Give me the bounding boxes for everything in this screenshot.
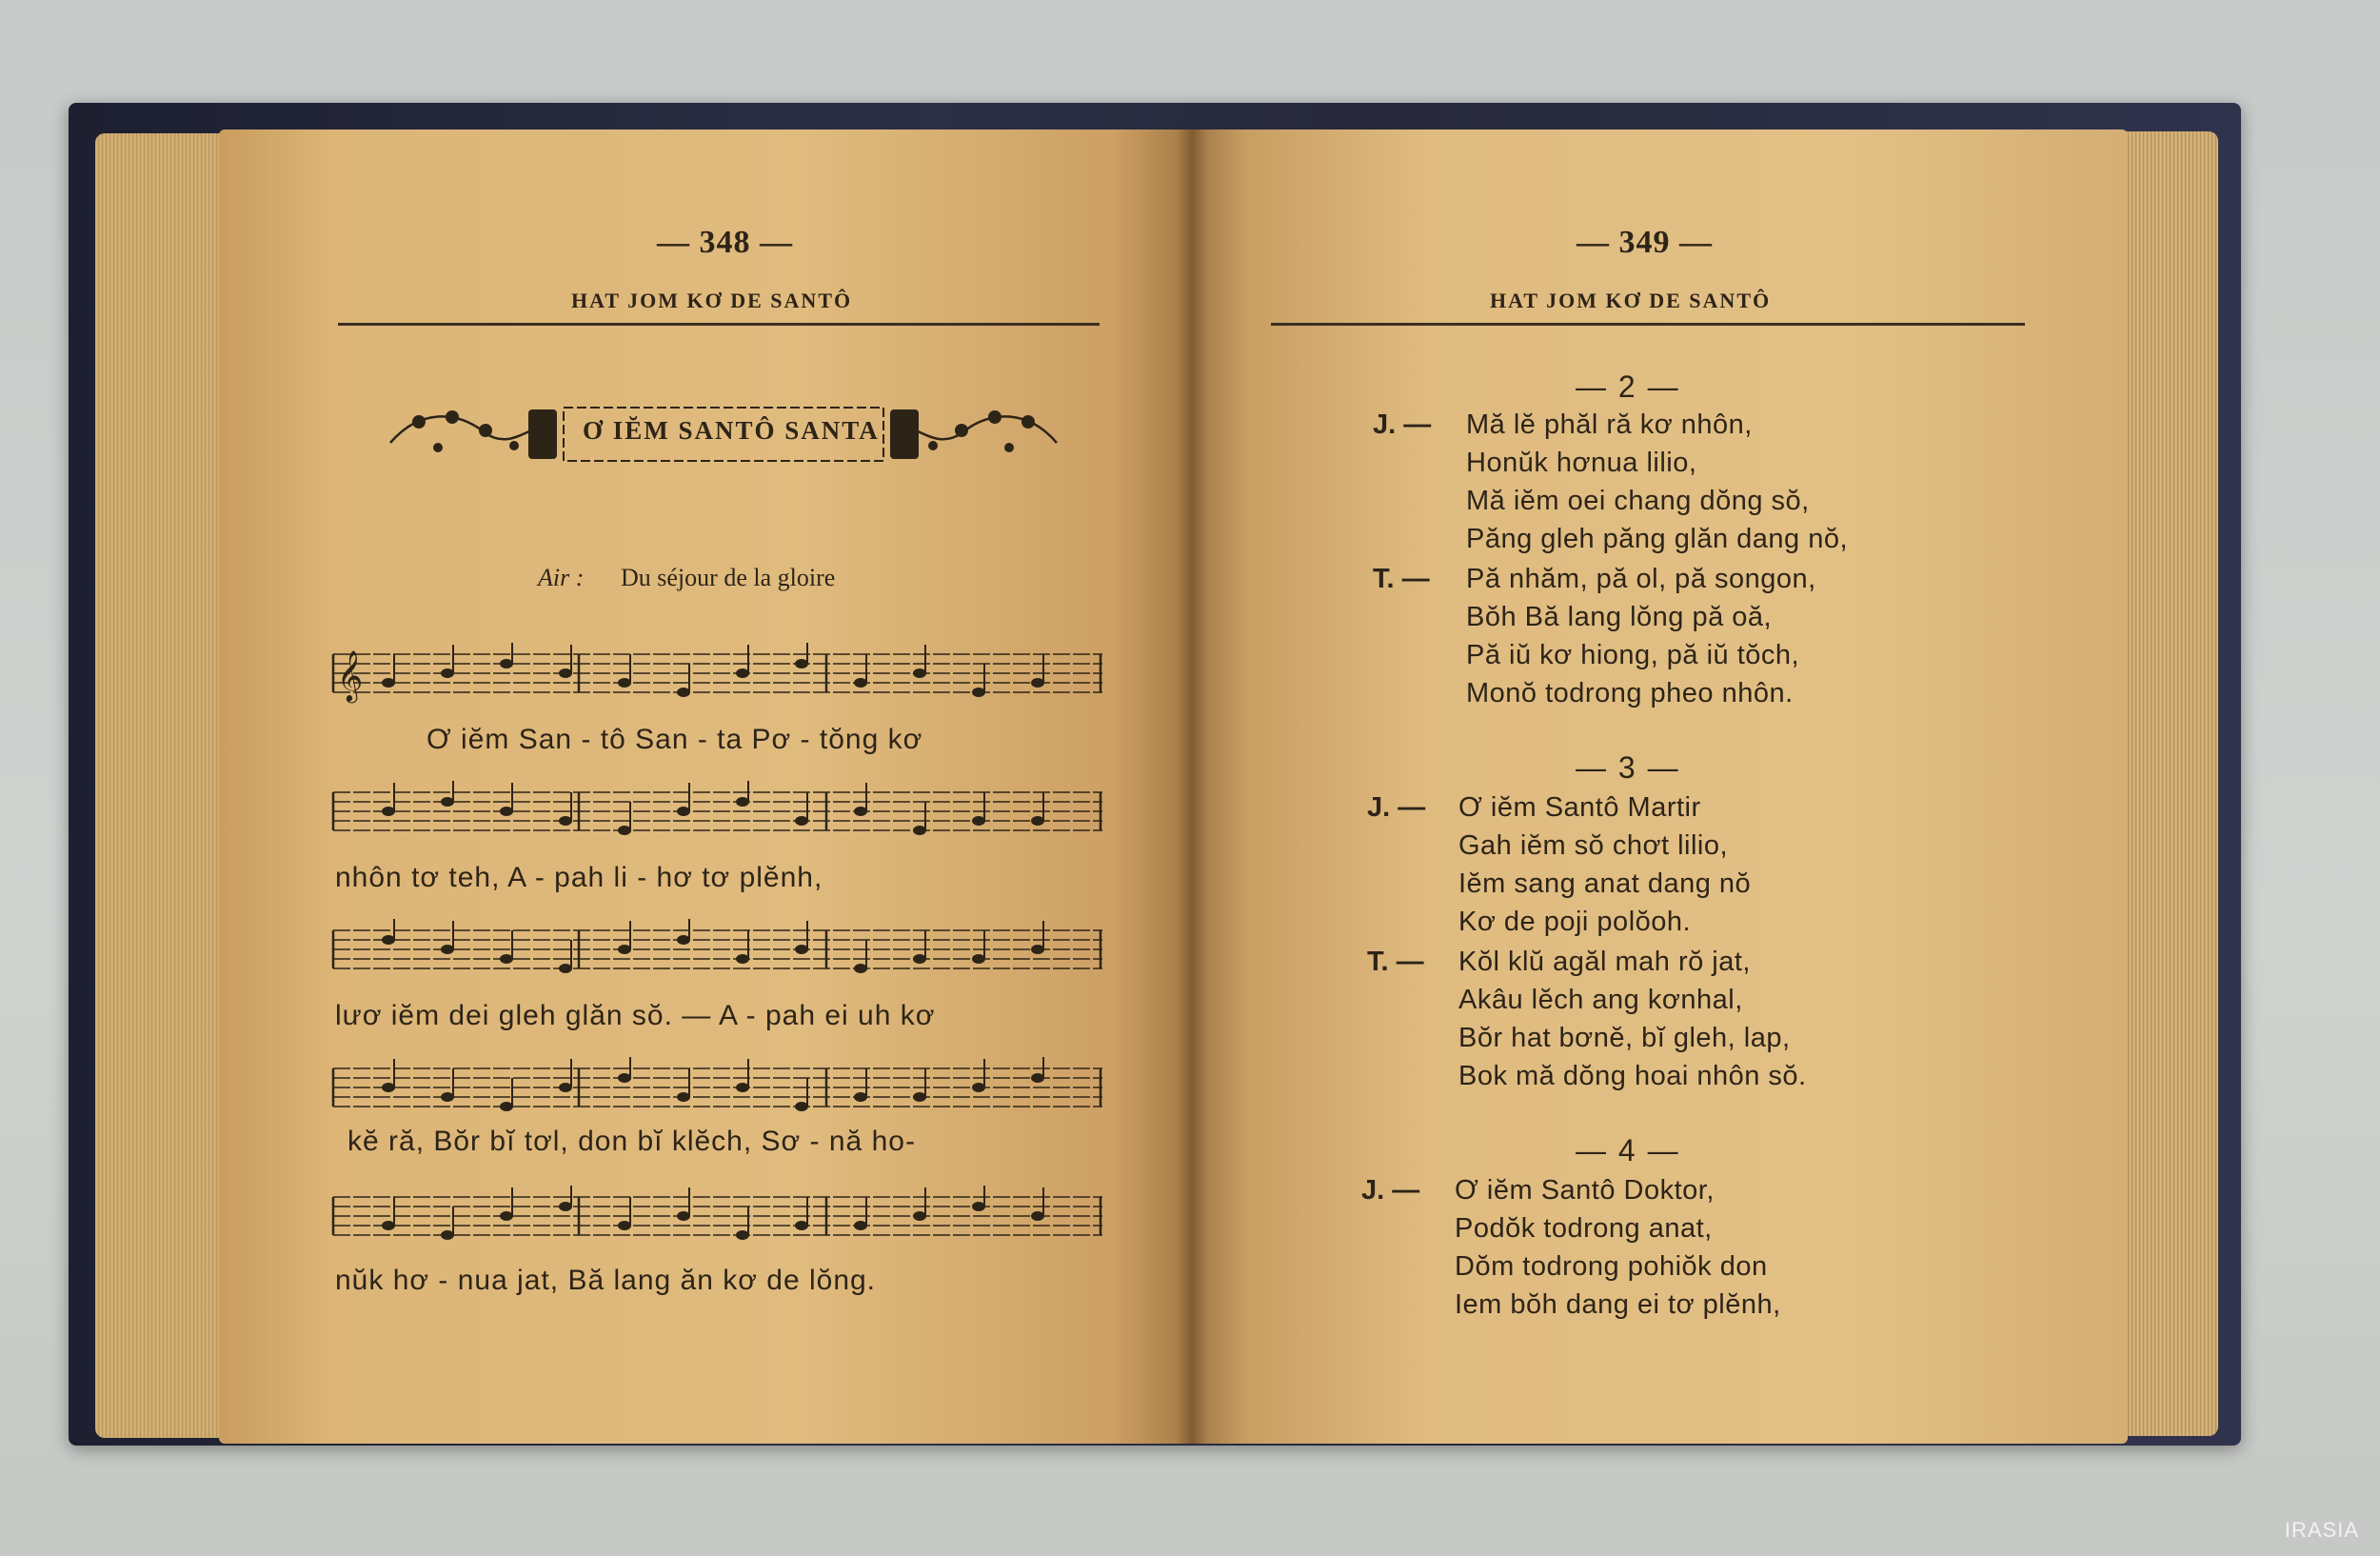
verse-line: Monŏ todrong pheo nhôn. bbox=[1466, 678, 1794, 708]
music-note bbox=[795, 816, 808, 826]
music-note bbox=[795, 1102, 808, 1111]
music-note bbox=[736, 668, 749, 678]
music-note bbox=[618, 678, 631, 688]
right-page-number: — 349 — bbox=[1577, 225, 1713, 260]
music-note bbox=[559, 964, 572, 973]
music-note bbox=[795, 1221, 808, 1230]
music-note bbox=[854, 1221, 867, 1230]
music-note bbox=[500, 954, 513, 964]
music-note bbox=[382, 1221, 395, 1230]
music-note bbox=[736, 1083, 749, 1092]
verse-line: Kơ de poji polŏoh. bbox=[1458, 907, 1692, 937]
music-note bbox=[913, 668, 926, 678]
music-note bbox=[441, 797, 454, 807]
stanza-number-4: — 4 — bbox=[1576, 1133, 1680, 1167]
music-note bbox=[500, 659, 513, 668]
music-note bbox=[500, 1211, 513, 1221]
page-edges-right bbox=[2113, 131, 2218, 1436]
music-note bbox=[500, 807, 513, 816]
music-note bbox=[618, 1073, 631, 1083]
music-note bbox=[677, 807, 690, 816]
verse-mark: T. — bbox=[1373, 564, 1430, 594]
verse-mark: T. — bbox=[1367, 947, 1424, 977]
music-note bbox=[618, 945, 631, 954]
music-note bbox=[736, 797, 749, 807]
verse-line: Păng gleh păng glăn dang nŏ, bbox=[1466, 524, 1849, 554]
music-note bbox=[382, 1083, 395, 1092]
lyric-line-5: nŭk hơ - nua jat, Bă lang ăn kơ de lŏng. bbox=[335, 1265, 877, 1296]
lyric-line-4: kĕ ră, Bŏr bĭ tơl, don bĭ klĕch, Sơ - nă ho- bbox=[347, 1126, 916, 1157]
verse-line: Iem bŏh dang ei tơ plĕnh, bbox=[1455, 1289, 1781, 1320]
music-note bbox=[559, 668, 572, 678]
music-note bbox=[854, 1092, 867, 1102]
right-running-head: HAT JOM KƠ DE SANTÔ bbox=[1490, 289, 1772, 312]
music-note bbox=[972, 954, 985, 964]
verse-line: Pă nhăm, pă ol, pă songon, bbox=[1466, 564, 1816, 594]
verse-line: Podŏk todrong anat, bbox=[1455, 1213, 1713, 1244]
music-note bbox=[913, 954, 926, 964]
left-running-head: HAT JOM KƠ DE SANTÔ bbox=[571, 289, 853, 312]
music-note bbox=[677, 935, 690, 945]
music-note bbox=[913, 826, 926, 835]
right-page bbox=[1190, 130, 2128, 1444]
music-note bbox=[618, 826, 631, 835]
verse-line: Ơ iĕm Santô Doktor, bbox=[1455, 1175, 1715, 1206]
music-note bbox=[618, 1221, 631, 1230]
music-note bbox=[559, 1202, 572, 1211]
verse-line: Pă iŭ kơ hiong, pă iŭ tŏch, bbox=[1466, 640, 1800, 670]
verse-line: Mă iĕm oei chang dŏng sŏ, bbox=[1466, 486, 1810, 516]
music-note bbox=[441, 668, 454, 678]
book-gutter bbox=[1177, 130, 1207, 1444]
stanza-number-3: — 3 — bbox=[1576, 750, 1680, 785]
music-note bbox=[1031, 1073, 1044, 1083]
verse-mark: J. — bbox=[1367, 792, 1426, 823]
music-note bbox=[854, 807, 867, 816]
lyric-line-2: nhôn tơ teh, A - pah li - hơ tơ plĕnh, bbox=[335, 862, 823, 893]
music-note bbox=[500, 1102, 513, 1111]
music-note bbox=[972, 1202, 985, 1211]
lyric-line-1: Ơ iĕm San - tô San - ta Pơ - tŏng kơ bbox=[426, 724, 923, 755]
music-note bbox=[441, 1092, 454, 1102]
music-note bbox=[972, 688, 985, 697]
right-header-rule bbox=[1271, 323, 2025, 326]
music-staff-4 bbox=[331, 1057, 1112, 1133]
music-note bbox=[736, 1230, 749, 1240]
music-note bbox=[677, 688, 690, 697]
music-staff-5 bbox=[331, 1186, 1112, 1262]
verse-line: Bŏr hat bơnĕ, bĭ gleh, lap, bbox=[1458, 1023, 1791, 1053]
music-note bbox=[736, 954, 749, 964]
music-note bbox=[382, 678, 395, 688]
left-page-number: — 348 — bbox=[657, 225, 793, 260]
air-text: Du séjour de la gloire bbox=[621, 564, 836, 591]
music-note bbox=[854, 678, 867, 688]
verse-line: Ơ iĕm Santô Martir bbox=[1458, 792, 1701, 823]
music-note bbox=[677, 1211, 690, 1221]
verse-line: Dŏm todrong pohiŏk don bbox=[1455, 1251, 1768, 1282]
music-staff-2 bbox=[331, 781, 1112, 857]
music-note bbox=[1031, 945, 1044, 954]
music-note bbox=[913, 1211, 926, 1221]
music-note bbox=[382, 935, 395, 945]
verse-mark: J. — bbox=[1361, 1175, 1420, 1206]
verse-line: Akâu lĕch ang kơnhal, bbox=[1458, 985, 1743, 1015]
watermark: IRASIA bbox=[2284, 1518, 2359, 1542]
music-note bbox=[559, 1083, 572, 1092]
stanza-number-2: — 2 — bbox=[1576, 369, 1680, 404]
verse-mark: J. — bbox=[1373, 409, 1432, 440]
music-note bbox=[854, 964, 867, 973]
verse-line: Mă lĕ phăl ră kơ nhôn, bbox=[1466, 409, 1753, 440]
music-note bbox=[441, 945, 454, 954]
treble-clef-icon: 𝄞 bbox=[337, 649, 364, 701]
music-note bbox=[972, 816, 985, 826]
music-note bbox=[559, 816, 572, 826]
verse-line: Honŭk hơnua lilio, bbox=[1466, 448, 1697, 478]
air-label: Air : bbox=[538, 564, 585, 591]
music-note bbox=[382, 807, 395, 816]
music-note bbox=[677, 1092, 690, 1102]
lyric-line-3: lươ iĕm dei gleh glăn sŏ. — A - pah ei uh kơ bbox=[335, 1000, 936, 1031]
verse-line: Bŏh Bă lang lŏng pă oă, bbox=[1466, 602, 1773, 632]
music-note bbox=[972, 1083, 985, 1092]
music-note bbox=[913, 1092, 926, 1102]
music-note bbox=[1031, 1211, 1044, 1221]
music-note bbox=[795, 659, 808, 668]
music-note bbox=[1031, 816, 1044, 826]
music-staff-1 bbox=[331, 643, 1112, 719]
music-note bbox=[441, 1230, 454, 1240]
music-staff-3 bbox=[331, 919, 1112, 995]
song-title: Ơ IĔM SANTÔ SANTA bbox=[583, 416, 880, 445]
verse-line: Kŏl klŭ agăl mah rŏ jat, bbox=[1458, 947, 1751, 977]
left-header-rule bbox=[338, 323, 1100, 326]
verse-line: Gah iĕm sŏ chơt lilio, bbox=[1458, 830, 1729, 861]
music-note bbox=[1031, 678, 1044, 688]
music-note bbox=[795, 945, 808, 954]
verse-line: Iĕm sang anat dang nŏ bbox=[1458, 868, 1752, 899]
verse-line: Bok mă dŏng hoai nhôn sŏ. bbox=[1458, 1061, 1807, 1091]
